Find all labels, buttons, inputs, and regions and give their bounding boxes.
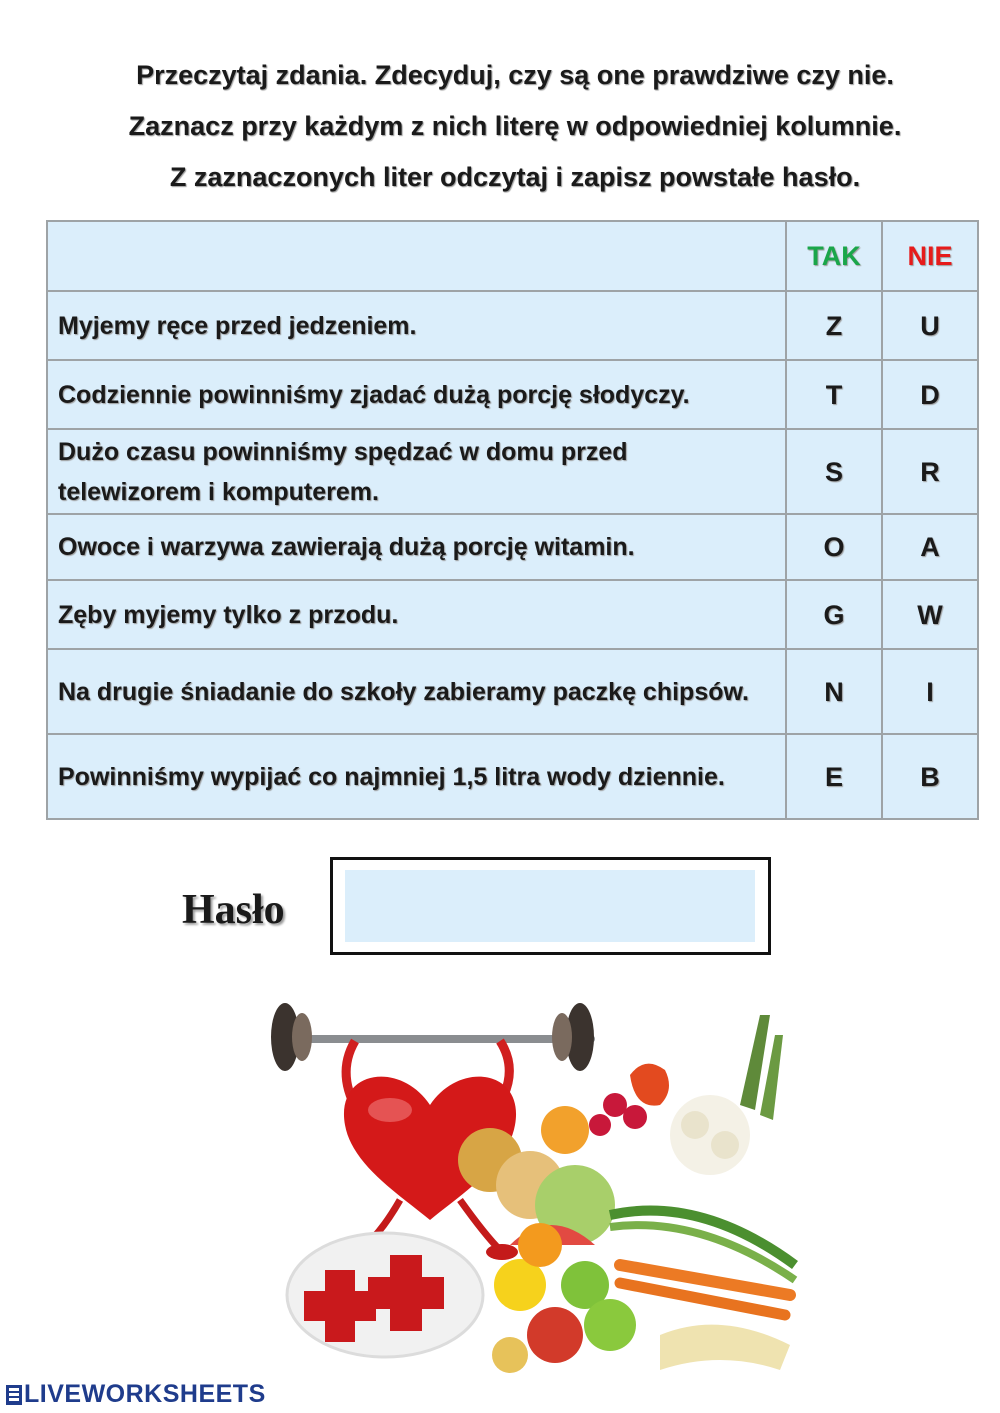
logo-text: LIVEWORKSHEETS bbox=[24, 1380, 266, 1408]
nie-letter[interactable]: I bbox=[882, 649, 978, 734]
answer-box bbox=[330, 857, 771, 955]
statement-cell: Myjemy ręce przed jedzeniem. bbox=[47, 291, 786, 360]
statement-cell: Powinniśmy wypijać co najmniej 1,5 litra wody dziennie. bbox=[47, 734, 786, 819]
statement-cell: Owoce i warzywa zawierają dużą porcję witamin. bbox=[47, 514, 786, 580]
nie-letter[interactable]: R bbox=[882, 429, 978, 514]
tak-letter[interactable]: T bbox=[786, 360, 882, 429]
table-row bbox=[47, 514, 978, 580]
tak-letter[interactable]: O bbox=[786, 514, 882, 580]
table-row bbox=[47, 429, 978, 514]
header-nie: NIE bbox=[882, 221, 978, 291]
answer-input[interactable] bbox=[345, 870, 755, 942]
table-row bbox=[47, 291, 978, 360]
header-tak: TAK bbox=[786, 221, 882, 291]
logo-mark-icon bbox=[6, 1383, 22, 1405]
barbell-icon bbox=[271, 1003, 595, 1071]
table-header-row bbox=[47, 221, 978, 291]
tak-letter[interactable]: G bbox=[786, 580, 882, 649]
instruction-line-1: Przeczytaj zdania. Zdecyduj, czy są one prawdziwe czy nie. bbox=[136, 60, 894, 90]
instruction-line-2: Zaznacz przy każdym z nich literę w odpowiedniej kolumnie. bbox=[128, 111, 902, 141]
nie-letter[interactable]: W bbox=[882, 580, 978, 649]
table-row bbox=[47, 734, 978, 819]
nie-letter[interactable]: D bbox=[882, 360, 978, 429]
liveworksheets-logo[interactable] bbox=[6, 1380, 266, 1406]
instruction-line-3: Z zaznaczonych liter odczytaj i zapisz powstałe hasło. bbox=[169, 162, 861, 192]
statement-cell: Na drugie śniadanie do szkoły zabieramy paczkę chipsów. bbox=[47, 649, 786, 734]
table-row bbox=[47, 580, 978, 649]
tak-letter[interactable]: Z bbox=[786, 291, 882, 360]
healthy-heart-illustration bbox=[240, 965, 800, 1385]
instructions bbox=[40, 50, 990, 203]
table-row bbox=[47, 649, 978, 734]
statement-cell: Codziennie powinniśmy zjadać dużą porcję słodyczy. bbox=[47, 360, 786, 429]
nie-letter[interactable]: B bbox=[882, 734, 978, 819]
tak-letter[interactable]: S bbox=[786, 429, 882, 514]
answer-label: Hasło bbox=[182, 887, 285, 933]
header-empty-cell bbox=[47, 221, 786, 291]
true-false-table bbox=[46, 220, 979, 820]
statement-cell: Dużo czasu powinniśmy spędzać w domu przed telewizorem i komputerem. bbox=[47, 429, 786, 514]
statement-cell: Zęby myjemy tylko z przodu. bbox=[47, 580, 786, 649]
nie-letter[interactable]: A bbox=[882, 514, 978, 580]
table-row bbox=[47, 360, 978, 429]
tak-letter[interactable]: N bbox=[786, 649, 882, 734]
tak-letter[interactable]: E bbox=[786, 734, 882, 819]
nie-letter[interactable]: U bbox=[882, 291, 978, 360]
